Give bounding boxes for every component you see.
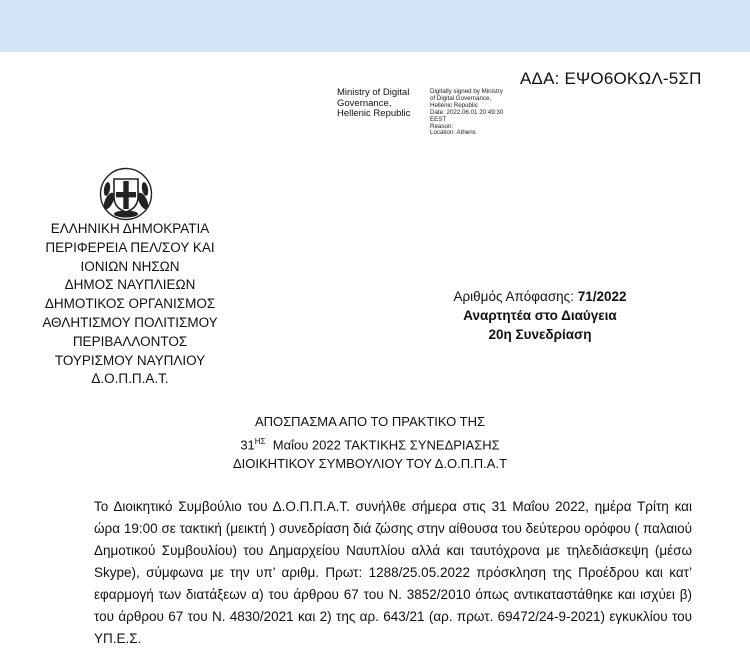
authority-line: ΔΗΜΟΤΙΚΟΣ ΟΡΓΑΝΙΣΜΟΣ: [44, 296, 216, 312]
signature-detail-line: Date: 2022.06.01 20:49:30: [430, 108, 504, 116]
decision-number-value: 71/2022: [577, 289, 627, 304]
session-number: 20η Συνεδρίαση: [488, 327, 592, 342]
top-banner: [0, 0, 750, 52]
digital-signature-signer: [337, 88, 410, 120]
authority-line: ΙΟΝΙΩΝ ΝΗΣΩΝ: [80, 258, 180, 274]
signature-detail-line: of Digital Governance,: [430, 94, 492, 102]
authority-line: ΤΟΥΡΙΣΜΟΥ ΝΑΥΠΛΙΟΥ: [54, 352, 206, 368]
excerpt-line-2: $31^{H\Sigma}$ Μαΐου 2022 ΤΑΚΤΙΚΗΣ ΣΥΝΕΔΡΙΑΣΗΣ: [240, 436, 500, 452]
authority-line: Δ.Ο.Π.Π.Α.Τ.: [91, 371, 169, 387]
body-paragraph: Το Διοικητικό Συμβούλιο του Δ.Ο.Π.Π.Α.Τ. συνήλθε σήμερα στις 31 Μαΐου 2022, ημέρα Τρίτη και ώρα 19:00 σε τακτική (μεικτή ) συνεδρίαση διά ζώσης στην αίθουσα του δεύτερου ορόφου ( παλαιού Δημοτικού Συμβουλίου) του Δημαρχείου Ναυπλίου αλλά και ταυτόχρονα με τηλεδιάσκεψη (μέσω Skype), σύμφωνα με την υπ’ αριθμ. Πρωτ: 1288/25.05.2022 πρόσκληση της Προέδρου και κατ’ εφαρμογή των διατάξεων α) του άρθρου 67 του Ν. 3852/2010 όπως αντικαταστάθηκε και ισχύει β) του άρθρου 67 του Ν. 4830/2021 και 2) της αρ. 643/21 (αρ. πρωτ. 69472/24-9-2021) εγκυκλίου του ΥΠ.Ε.Σ.: [94, 499, 692, 646]
ada-code: ΑΔΑ: ΕΨΟ6ΟΚΩΛ-5ΣΠ: [520, 69, 702, 88]
decision-number-label: Αριθμός Απόφασης:: [453, 289, 578, 304]
authority-line: ΔΗΜΟΣ ΝΑΥΠΛΙΕΩΝ: [64, 277, 196, 293]
signer-line: Ministry of Digital: [337, 87, 410, 98]
signer-line: Hellenic Republic: [337, 108, 411, 119]
signer-line: Governance,: [337, 97, 392, 109]
posting-note: Αναρτητέα στο Διαύγεια: [463, 308, 617, 323]
coat-of-arms-icon: [99, 167, 153, 221]
decision-info: [395, 287, 685, 344]
excerpt-line-3: ΔΙΟΙΚΗΤΙΚΟΥ ΣΥΜΒΟΥΛΙΟΥ ΤΟΥ Δ.Ο.Π.Π.Α.Τ: [232, 456, 508, 472]
authority-line: ΠΕΡΙΦΕΡΕΙΑ ΠΕΛ/ΣΟΥ ΚΑΙ: [45, 239, 215, 255]
issuing-authority: [40, 220, 220, 389]
excerpt-heading: [190, 412, 550, 474]
decision-number: [395, 287, 685, 306]
excerpt-line-1: ΑΠΟΣΠΑΣΜΑ ΑΠΟ ΤΟ ΠΡΑΚΤΙΚΟ ΤΗΣ: [254, 414, 486, 429]
digital-signature-details: [430, 89, 503, 137]
signature-detail-line: Location: Athens: [430, 129, 476, 137]
signature-detail-line: EEST: [430, 115, 447, 123]
authority-line: ΠΕΡΙΒΑΛΛΟΝΤΟΣ: [72, 333, 188, 349]
signature-detail-line: Hellenic Republic: [430, 101, 478, 109]
authority-line: ΑΘΛΗΤΙΣΜΟΥ ΠΟΛΙΤΙΣΜΟΥ: [42, 314, 218, 330]
authority-line: ΕΛΛΗΝΙΚΗ ΔΗΜΟΚΡΑΤΙΑ: [50, 221, 210, 236]
signature-detail-line: Digitally signed by Ministry: [430, 88, 503, 95]
signature-detail-line: Reason:: [430, 122, 454, 130]
